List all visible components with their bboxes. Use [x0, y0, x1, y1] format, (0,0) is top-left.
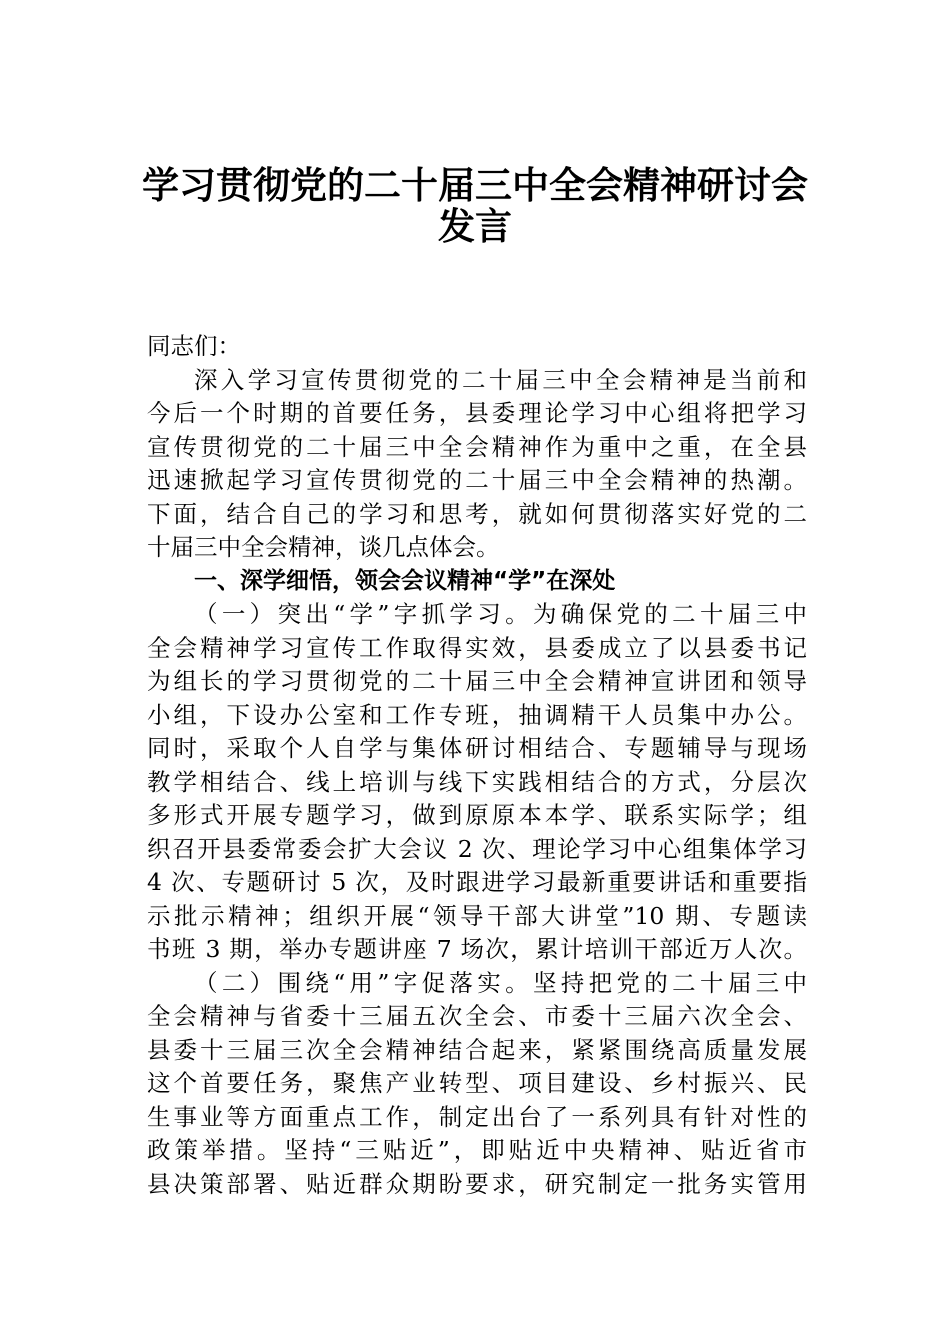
item2-line: 县决策部署、贴近群众期盼要求，研究制定一批务实管用	[147, 1169, 807, 1198]
item2-line: （二）围绕“用”字促落实。坚持把党的二十届三中	[194, 968, 807, 997]
item1-line: 多形式开展专题学习，做到原原本本学、联系实际学；组	[147, 801, 807, 829]
salutation: 同志们：	[147, 332, 241, 360]
item2-line: 全会精神与省委十三届五次全会、市委十三届六次全会、	[147, 1002, 807, 1030]
item2-line: 生事业等方面重点工作，制定出台了一系列具有针对性的	[147, 1102, 807, 1131]
document-title-line-2: 发言	[438, 204, 512, 248]
item1-line: 全会精神学习宣传工作取得实效，县委成立了以县委书记	[147, 633, 807, 662]
intro-line: 宣传贯彻党的二十届三中全会精神作为重中之重，在全县	[147, 432, 807, 461]
intro-line: 十届三中全会精神，谈几点体会。	[147, 533, 500, 561]
intro-line: 深入学习宣传贯彻党的二十届三中全会精神是当前和	[194, 365, 807, 394]
item1-line: 同时，采取个人自学与集体研讨相结合、专题辅导与现场	[147, 734, 807, 762]
item1-line: （一）突出“学”字抓学习。为确保党的二十届三中	[194, 600, 807, 628]
item2-line: 政策举措。坚持“三贴近”，即贴近中央精神、贴近省市	[147, 1136, 807, 1164]
item1-line: 教学相结合、线上培训与线下实践相结合的方式，分层次	[147, 767, 807, 796]
item1-line: 小组，下设办公室和工作专班，抽调精干人员集中办公。	[147, 700, 807, 729]
item1-line: 为组长的学习贯彻党的二十届三中全会精神宣讲团和领导	[147, 667, 807, 695]
document-body	[147, 330, 807, 1201]
section-heading: 一、深学细悟，领会会议精神“学”在深处	[194, 567, 616, 594]
item2-line: 县委十三届三次全会精神结合起来，紧紧围绕高质量发展	[147, 1035, 807, 1064]
item1-line: 示批示精神；组织开展“领导干部大讲堂”10 期、专题读	[147, 901, 807, 930]
item1-line: 4 次、专题研讨 5 次，及时跟进学习最新重要讲话和重要指	[147, 868, 807, 896]
item1-line: 书班 3 期，举办专题讲座 7 场次，累计培训干部近万人次。	[147, 935, 807, 963]
document-title-line-1: 学习贯彻党的二十届三中全会精神研讨会	[142, 163, 808, 207]
intro-line: 今后一个时期的首要任务，县委理论学习中心组将把学习	[147, 399, 807, 427]
item2-line: 这个首要任务，聚焦产业转型、项目建设、乡村振兴、民	[147, 1069, 807, 1097]
item1-line: 织召开县委常委会扩大会议 2 次、理论学习中心组集体学习	[147, 834, 807, 863]
intro-line: 迅速掀起学习宣传贯彻党的二十届三中全会精神的热潮。	[147, 466, 807, 494]
intro-line: 下面，结合自己的学习和思考，就如何贯彻落实好党的二	[147, 499, 807, 528]
